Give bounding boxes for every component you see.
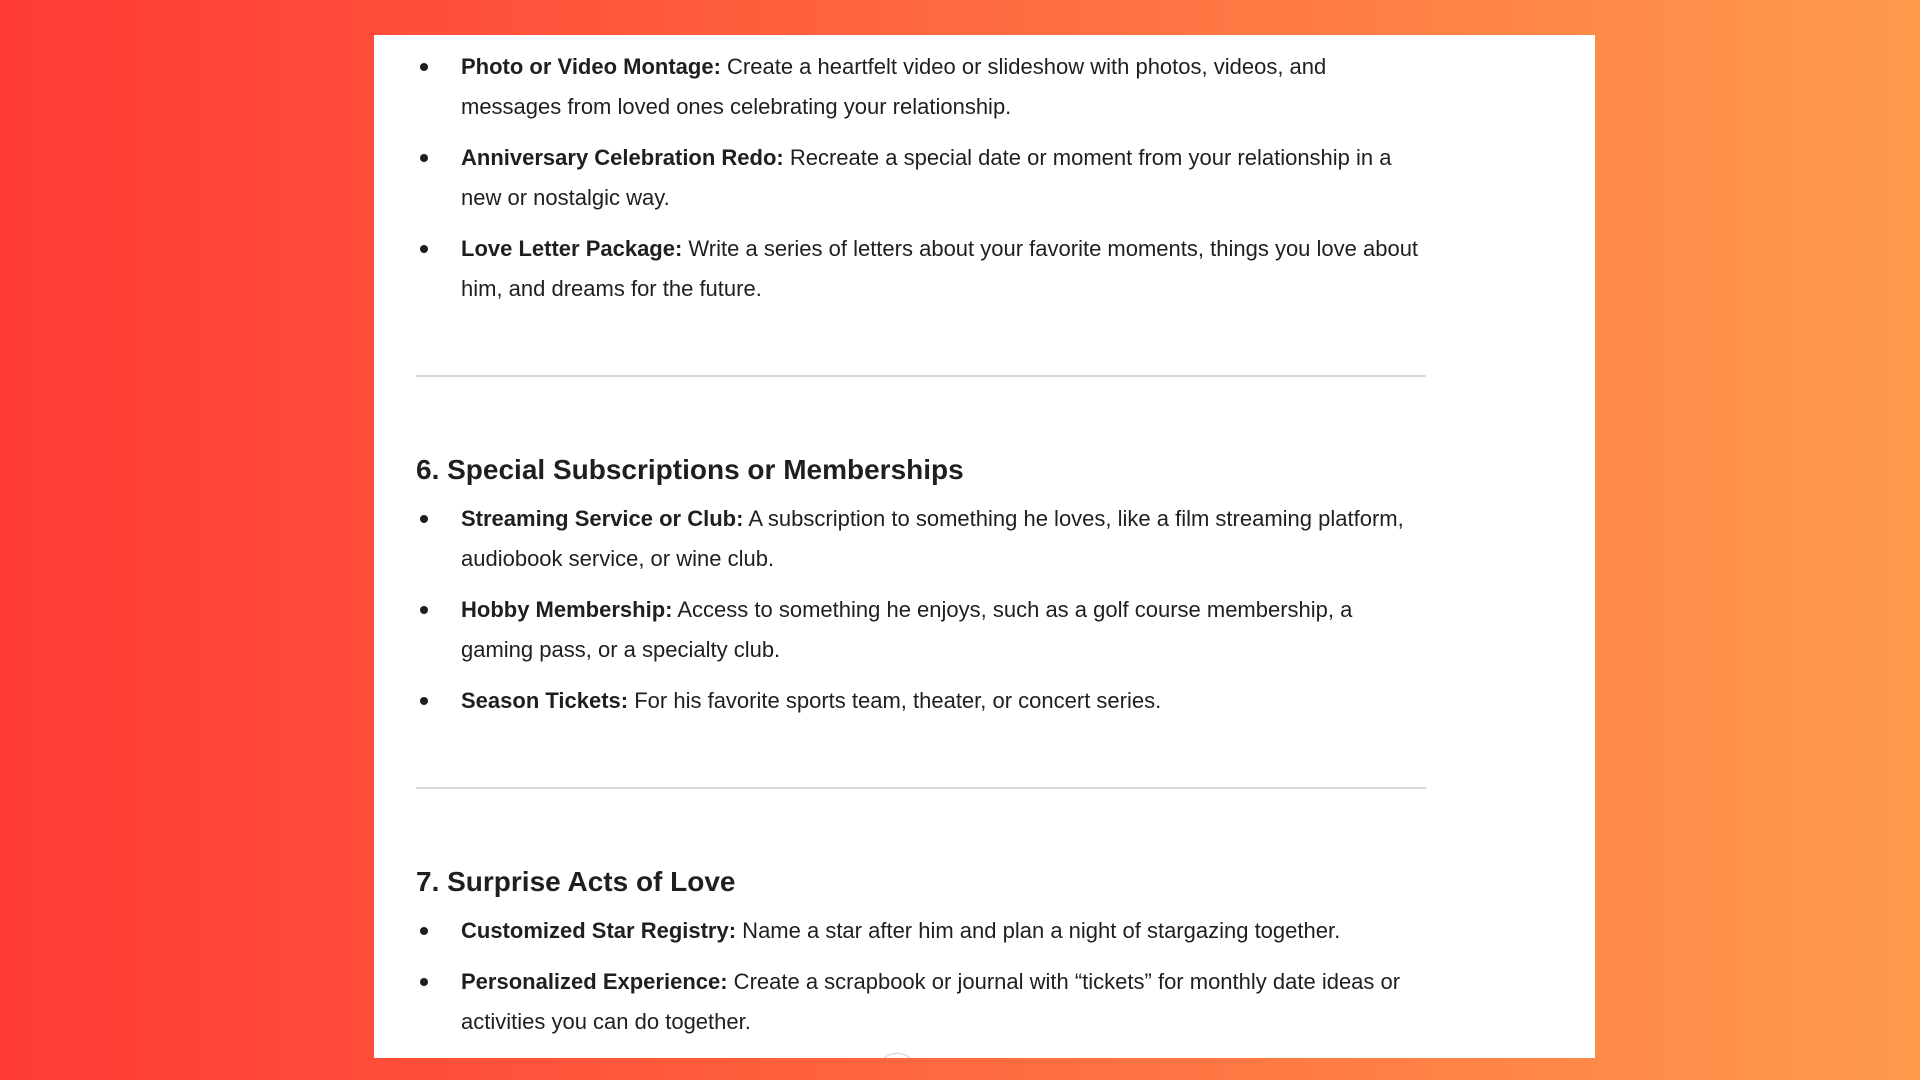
item-text: Create a scrapbook or journal with “tickets” for monthly date ideas or activities you can do together. xyxy=(461,969,1401,1034)
section-heading-6: 6. Special Subscriptions or Memberships xyxy=(416,454,964,485)
list-item xyxy=(416,911,1426,951)
item-term: Love Letter Package: xyxy=(461,236,683,261)
scroll-to-bottom-button[interactable] xyxy=(876,1053,918,1058)
item-term: Hobby Membership: xyxy=(461,597,673,622)
list-item xyxy=(416,590,1426,670)
item-text: A subscription to something he loves, like a film streaming platform, audiobook service, or wine club. xyxy=(461,506,1404,571)
list-item xyxy=(416,962,1426,1042)
item-term: Photo or Video Montage: xyxy=(461,54,721,79)
item-text: Create a heartfelt video or slideshow with photos, videos, and messages from loved ones celebrating your relationship. xyxy=(461,54,1327,119)
bullet-icon xyxy=(420,245,428,253)
item-text: Name a star after him and plan a night of stargazing together. xyxy=(736,918,1341,943)
item-term: Season Tickets: xyxy=(461,688,629,713)
bullet-icon xyxy=(420,154,428,162)
list-item xyxy=(416,681,1426,721)
item-term: Streaming Service or Club: xyxy=(461,506,744,531)
list-item xyxy=(416,499,1426,579)
item-term: Personalized Experience: xyxy=(461,969,728,994)
gift-ideas-list xyxy=(416,47,1426,309)
subscriptions-list xyxy=(416,499,1426,721)
bullet-icon xyxy=(420,515,428,523)
item-text: Write a series of letters about your favorite moments, things you love about him, and dreams for the future. xyxy=(461,236,1419,301)
bullet-icon xyxy=(420,63,428,71)
bullet-icon xyxy=(420,697,428,705)
section-heading-7: 7. Surprise Acts of Love xyxy=(416,866,736,897)
item-term: Customized Star Registry: xyxy=(461,918,737,943)
bullet-icon xyxy=(420,978,428,986)
list-item xyxy=(416,229,1426,309)
item-text: For his favorite sports team, theater, or concert series. xyxy=(628,688,1162,713)
item-term: Anniversary Celebration Redo: xyxy=(461,145,784,170)
section-divider xyxy=(416,787,1426,789)
list-item xyxy=(416,138,1426,218)
section-divider xyxy=(416,375,1426,377)
surprise-acts-list xyxy=(416,911,1426,1042)
item-text: Recreate a special date or moment from your relationship in a new or nostalgic way. xyxy=(461,145,1392,210)
bullet-icon xyxy=(420,927,428,935)
response-content xyxy=(416,47,1426,1053)
chat-response-panel xyxy=(374,35,1595,1058)
bullet-icon xyxy=(420,606,428,614)
item-text: Access to something he enjoys, such as a golf course membership, a gaming pass, or a specialty club. xyxy=(461,597,1353,662)
list-item xyxy=(416,47,1426,127)
